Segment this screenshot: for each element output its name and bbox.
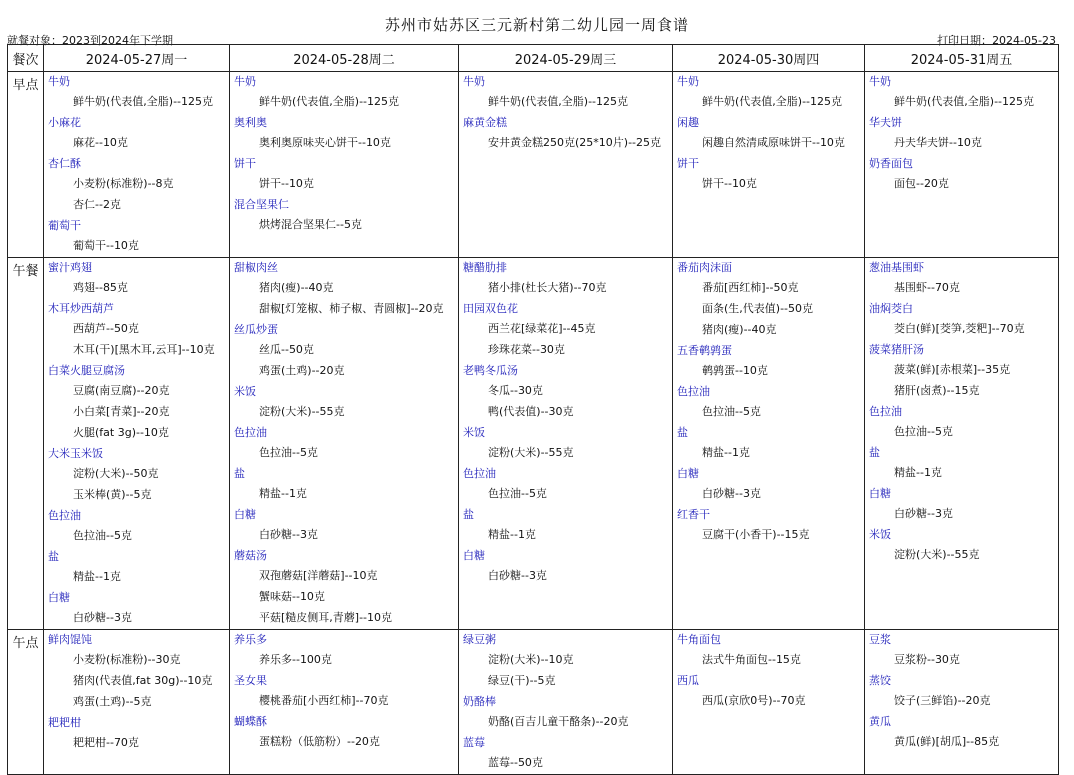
dish-name: 大米玉米饭 xyxy=(48,447,103,460)
dish-name: 五香鹌鹑蛋 xyxy=(677,344,732,357)
dish-name: 小麻花 xyxy=(48,116,81,129)
ingredient: 奶酪(百吉儿童干酪条)--20克 xyxy=(488,715,629,728)
ingredient: 色拉油--5克 xyxy=(73,529,132,542)
ingredient: 丝瓜--50克 xyxy=(259,343,314,356)
ingredient: 猪肉(瘦)--40克 xyxy=(702,323,777,336)
dish-name: 牛奶 xyxy=(677,75,699,88)
dish-name: 菠菜猪肝汤 xyxy=(869,343,924,356)
dish-name: 蓝莓 xyxy=(463,736,485,749)
dish-name: 盐 xyxy=(463,508,474,521)
dish-name: 白菜火腿豆腐汤 xyxy=(48,364,125,377)
dish-name: 色拉油 xyxy=(463,467,496,480)
menu-cell xyxy=(230,72,459,258)
dish-name: 色拉油 xyxy=(677,385,710,398)
ingredient: 白砂糖--3克 xyxy=(894,507,953,520)
menu-cell xyxy=(673,258,865,630)
ingredient: 耙耙柑--70克 xyxy=(73,736,139,749)
ingredient: 番茄[西红柿]--50克 xyxy=(702,281,799,294)
day-header: 2024-05-30周四 xyxy=(673,45,865,72)
dish-name: 田园双色花 xyxy=(463,302,518,315)
ingredient: 小麦粉(标准粉)--30克 xyxy=(73,653,181,666)
ingredient: 麻花--10克 xyxy=(73,136,128,149)
dish-name: 木耳炒西葫芦 xyxy=(48,302,114,315)
ingredient: 双孢蘑菇[洋蘑菇]--10克 xyxy=(259,569,378,582)
menu-cell xyxy=(865,258,1059,630)
ingredient: 樱桃番茄[小西红柿]--70克 xyxy=(259,694,389,707)
dish-name: 葡萄干 xyxy=(48,219,81,232)
dish-name: 华夫饼 xyxy=(869,116,902,129)
dish-name: 米饭 xyxy=(463,426,485,439)
dish-name: 蜜汁鸡翅 xyxy=(48,261,92,274)
ingredient: 冬瓜--30克 xyxy=(488,384,543,397)
menu-cell xyxy=(673,630,865,775)
menu-cell xyxy=(459,72,673,258)
dish-name: 牛奶 xyxy=(869,75,891,88)
dish-name: 白糖 xyxy=(234,508,256,521)
ingredient: 鲜牛奶(代表值,全脂)--125克 xyxy=(73,95,214,108)
ingredient: 饼干--10克 xyxy=(259,177,314,190)
ingredient: 鸡蛋(土鸡)--5克 xyxy=(73,695,152,708)
ingredient: 面条(生,代表值)--50克 xyxy=(702,302,814,315)
ingredient: 蛋糕粉（低筋粉）--20克 xyxy=(259,735,380,748)
menu-cell xyxy=(865,630,1059,775)
dish-name: 圣女果 xyxy=(234,674,267,687)
dish-name: 混合坚果仁 xyxy=(234,198,289,211)
ingredient: 奥利奥原味夹心饼干--10克 xyxy=(259,136,391,149)
ingredient: 基围虾--70克 xyxy=(894,281,960,294)
ingredient: 鸡蛋(土鸡)--20克 xyxy=(259,364,345,377)
dish-name: 鲜肉馄饨 xyxy=(48,633,92,646)
dish-name: 白糖 xyxy=(677,467,699,480)
dish-name: 盐 xyxy=(48,550,59,563)
ingredient: 葡萄干--10克 xyxy=(73,239,139,252)
ingredient: 色拉油--5克 xyxy=(894,425,953,438)
dish-name: 番茄肉沫面 xyxy=(677,261,732,274)
menu-cell xyxy=(673,72,865,258)
ingredient: 豆腐(南豆腐)--20克 xyxy=(73,384,170,397)
dish-name: 红香干 xyxy=(677,508,710,521)
ingredient: 精盐--1克 xyxy=(73,570,121,583)
ingredient: 鹌鹑蛋--10克 xyxy=(702,364,768,377)
day-header: 2024-05-29周三 xyxy=(459,45,673,72)
dish-name: 色拉油 xyxy=(48,509,81,522)
ingredient: 豆浆粉--30克 xyxy=(894,653,960,666)
dish-name: 奥利奥 xyxy=(234,116,267,129)
ingredient: 黄瓜(鲜)[胡瓜]--85克 xyxy=(894,735,1000,748)
ingredient: 饺子(三鲜馅)--20克 xyxy=(894,694,991,707)
ingredient: 烘烤混合坚果仁--5克 xyxy=(259,218,362,231)
ingredient: 珍珠花菜--30克 xyxy=(488,343,565,356)
ingredient: 鲜牛奶(代表值,全脂)--125克 xyxy=(702,95,843,108)
dish-name: 牛奶 xyxy=(234,75,256,88)
ingredient: 鲜牛奶(代表值,全脂)--125克 xyxy=(894,95,1035,108)
dish-name: 饼干 xyxy=(234,157,256,170)
dish-name: 老鸭冬瓜汤 xyxy=(463,364,518,377)
ingredient: 淀粉(大米)--55克 xyxy=(488,446,574,459)
menu-cell xyxy=(230,258,459,630)
ingredient: 豆腐干(小香干)--15克 xyxy=(702,528,810,541)
ingredient: 猪小排(杜长大猪)--70克 xyxy=(488,281,607,294)
ingredient: 饼干--10克 xyxy=(702,177,757,190)
ingredient: 安井黄金糕250克(25*10片)--25克 xyxy=(488,136,662,149)
meal-name: 午餐 xyxy=(8,258,44,630)
ingredient: 玉米棒(黄)--5克 xyxy=(73,488,152,501)
dish-name: 白糖 xyxy=(869,487,891,500)
ingredient: 猪肉(代表值,fat 30g)--10克 xyxy=(73,674,213,687)
ingredient: 西葫芦--50克 xyxy=(73,322,139,335)
day-header: 2024-05-28周二 xyxy=(230,45,459,72)
ingredient: 丹夫华夫饼--10克 xyxy=(894,136,982,149)
meal-name: 早点 xyxy=(8,72,44,258)
meal-row xyxy=(8,630,1059,775)
dish-name: 米饭 xyxy=(869,528,891,541)
dish-name: 牛角面包 xyxy=(677,633,721,646)
meal-row xyxy=(8,72,1059,258)
ingredient: 西兰花[绿菜花]--45克 xyxy=(488,322,596,335)
ingredient: 火腿(fat 3g)--10克 xyxy=(73,426,169,439)
dish-name: 奶酪棒 xyxy=(463,695,496,708)
dish-name: 油焖茭白 xyxy=(869,302,913,315)
menu-cell xyxy=(230,630,459,775)
dish-name: 米饭 xyxy=(234,385,256,398)
ingredient: 鸡翅--85克 xyxy=(73,281,128,294)
dish-name: 西瓜 xyxy=(677,674,699,687)
menu-cell xyxy=(44,258,230,630)
dish-name: 糖醋肋排 xyxy=(463,261,507,274)
ingredient: 法式牛角面包--15克 xyxy=(702,653,801,666)
dish-name: 豆浆 xyxy=(869,633,891,646)
dish-name: 甜椒肉丝 xyxy=(234,261,278,274)
dish-name: 葱油基围虾 xyxy=(869,261,924,274)
ingredient: 精盐--1克 xyxy=(259,487,307,500)
dish-name: 蒸饺 xyxy=(869,674,891,687)
dish-name: 丝瓜炒蛋 xyxy=(234,323,278,336)
ingredient: 杏仁--2克 xyxy=(73,198,121,211)
dish-name: 盐 xyxy=(869,446,880,459)
ingredient: 茭白(鲜)[茭笋,茭粑]--70克 xyxy=(894,322,1025,335)
ingredient: 淀粉(大米)--55克 xyxy=(259,405,345,418)
ingredient: 木耳(干)[黑木耳,云耳]--10克 xyxy=(73,343,215,356)
meal-name: 午点 xyxy=(8,630,44,775)
ingredient: 色拉油--5克 xyxy=(702,405,761,418)
ingredient: 色拉油--5克 xyxy=(488,487,547,500)
dish-name: 杏仁酥 xyxy=(48,157,81,170)
ingredient: 平菇[糙皮侧耳,青蘑]--10克 xyxy=(259,611,393,624)
dish-name: 牛奶 xyxy=(463,75,485,88)
ingredient: 精盐--1克 xyxy=(702,446,750,459)
ingredient: 白砂糖--3克 xyxy=(488,569,547,582)
dish-name: 黄瓜 xyxy=(869,715,891,728)
ingredient: 小白菜[青菜]--20克 xyxy=(73,405,170,418)
meal-column-header: 餐次 xyxy=(8,45,44,72)
ingredient: 精盐--1克 xyxy=(488,528,536,541)
menu-cell xyxy=(44,630,230,775)
dish-name: 奶香面包 xyxy=(869,157,913,170)
ingredient: 西瓜(京欣0号)--70克 xyxy=(702,694,806,707)
dish-name: 闲趣 xyxy=(677,116,699,129)
ingredient: 鸭(代表值)--30克 xyxy=(488,405,574,418)
ingredient: 闲趣自然清咸原味饼干--10克 xyxy=(702,136,845,149)
ingredient: 白砂糖--3克 xyxy=(702,487,761,500)
dish-name: 色拉油 xyxy=(869,405,902,418)
page-title: 苏州市姑苏区三元新村第二幼儿园一周食谱 xyxy=(384,16,689,34)
dish-name: 白糖 xyxy=(463,549,485,562)
ingredient: 菠菜(鲜)[赤根菜]--35克 xyxy=(894,363,1011,376)
ingredient: 蓝莓--50克 xyxy=(488,756,543,769)
ingredient: 猪肝(卤煮)--15克 xyxy=(894,384,980,397)
dish-name: 养乐多 xyxy=(234,633,267,646)
print-date-label: 打印日期： xyxy=(937,34,993,47)
dish-name: 牛奶 xyxy=(48,75,70,88)
dish-name: 白糖 xyxy=(48,591,70,604)
meal-row xyxy=(8,258,1059,630)
day-header: 2024-05-31周五 xyxy=(865,45,1059,72)
ingredient: 淀粉(大米)--55克 xyxy=(894,548,980,561)
dish-name: 蘑菇汤 xyxy=(234,549,267,562)
ingredient: 白砂糖--3克 xyxy=(259,528,318,541)
menu-cell xyxy=(459,258,673,630)
dish-name: 饼干 xyxy=(677,157,699,170)
ingredient: 鲜牛奶(代表值,全脂)--125克 xyxy=(259,95,400,108)
menu-cell xyxy=(44,72,230,258)
print-date-value: 2024-05-23 xyxy=(992,34,1056,47)
ingredient: 鲜牛奶(代表值,全脂)--125克 xyxy=(488,95,629,108)
ingredient: 面包--20克 xyxy=(894,177,949,190)
dish-name: 盐 xyxy=(677,426,688,439)
dish-name: 色拉油 xyxy=(234,426,267,439)
dish-name: 麻黄金糕 xyxy=(463,116,507,129)
dish-name: 蝴蝶酥 xyxy=(234,715,267,728)
ingredient: 白砂糖--3克 xyxy=(73,611,132,624)
ingredient: 绿豆(干)--5克 xyxy=(488,674,556,687)
day-header: 2024-05-27周一 xyxy=(44,45,230,72)
ingredient: 淀粉(大米)--10克 xyxy=(488,653,574,666)
dish-name: 盐 xyxy=(234,467,245,480)
menu-cell xyxy=(865,72,1059,258)
ingredient: 养乐多--100克 xyxy=(259,653,332,666)
header-row xyxy=(8,45,1059,72)
ingredient: 色拉油--5克 xyxy=(259,446,318,459)
ingredient: 猪肉(瘦)--40克 xyxy=(259,281,334,294)
dish-name: 绿豆粥 xyxy=(463,633,496,646)
menu-cell xyxy=(459,630,673,775)
diner-target: 就餐对象：2023到2024年下学期 xyxy=(7,34,173,47)
ingredient: 甜椒[灯笼椒、柿子椒、青圆椒]--20克 xyxy=(259,302,444,315)
ingredient: 小麦粉(标准粉)--8克 xyxy=(73,177,174,190)
ingredient: 淀粉(大米)--50克 xyxy=(73,467,159,480)
ingredient: 蟹味菇--10克 xyxy=(259,590,325,603)
weekly-menu-table xyxy=(7,44,1059,775)
ingredient: 精盐--1克 xyxy=(894,466,942,479)
dish-name: 耙耙柑 xyxy=(48,716,81,729)
